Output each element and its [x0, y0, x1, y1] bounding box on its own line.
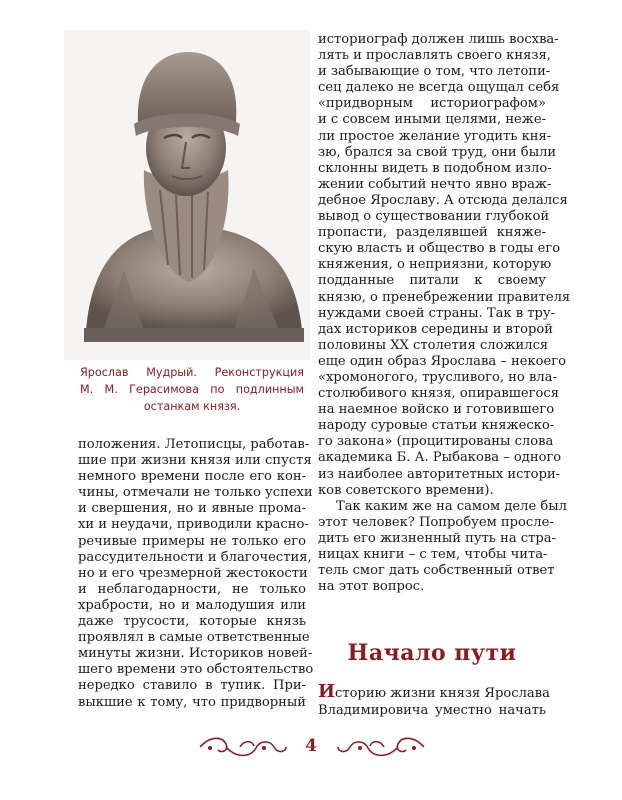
ornament-right-icon	[336, 734, 428, 760]
text-line: зю, брался за свой труд, они были	[318, 144, 557, 160]
bust-sculpture-icon	[64, 30, 310, 360]
text-line: лять и прославлять своего князя,	[318, 48, 551, 64]
text-line: шего времени это обстоятельство	[78, 662, 314, 678]
text-line: рассудительности и благочестия,	[78, 549, 312, 565]
text-line: на этот вопрос.	[318, 579, 425, 595]
text-line: сец далеко не всегда ощущал себя	[318, 80, 560, 96]
text-line: «придворным историографом»	[318, 96, 546, 112]
text-line: даже трусости, которые князь	[78, 614, 306, 630]
text-line: из наиболее авторитетных истори-	[318, 466, 561, 482]
caption-line: М. М. Герасимова по подлинным	[80, 383, 304, 396]
text-line: го закона» (процитированы слова	[318, 434, 554, 450]
text-line: ков советского времени).	[318, 482, 494, 498]
text-line: пропасти, разделявшей княже-	[318, 225, 546, 241]
text-line: хи и неудачи, приводили красно-	[78, 517, 309, 533]
text-line: минуты жизни. Историков новей-	[78, 646, 313, 662]
text-line: дить его жизненный путь на стра-	[318, 530, 556, 546]
text-line: на наемное войско и готовившего	[318, 402, 555, 418]
text-line: этот человек? Попробуем просле-	[318, 514, 554, 530]
text-line: выкшие к тому, что придворный	[78, 694, 306, 710]
ornament-left-icon	[196, 734, 288, 760]
text-line: столюбивого князя, опиравшегося	[318, 386, 560, 402]
text-line: ницах книги – с тем, чтобы чита-	[318, 547, 548, 562]
text-line: нуждами своей страны. Так в тру-	[318, 305, 556, 321]
text-line	[318, 681, 550, 702]
text-line: историограф должен лишь восхва-	[318, 32, 559, 47]
drop-cap: И	[318, 681, 336, 702]
caption-line: Ярослав Мудрый. Реконструкция	[80, 366, 304, 379]
text-line: но и его чрезмерной жестокости	[78, 565, 308, 581]
text-line: чины, отмечали не только успехи	[78, 485, 313, 501]
section-paragraph	[318, 681, 550, 719]
bust-illustration	[64, 30, 310, 360]
text-line: склонны видеть в подобном изло-	[318, 160, 552, 176]
text-line: вывод о существовании глубокой	[318, 209, 550, 225]
text-line: еще один образ Ярослава – некоего	[318, 353, 567, 369]
text-line: ли простое желание угодить кня-	[318, 128, 552, 144]
text-line: нередко ставило в тупик. При-	[78, 678, 306, 694]
text-line: дебное Ярославу. А отсюда делался	[318, 192, 568, 208]
text-line: храбрости, но и малодушия или	[78, 597, 306, 613]
text-line: Владимировича уместно начать	[318, 703, 546, 718]
text-line: князю, о пренебрежении правителя	[318, 289, 571, 305]
text-line: народу суровые статьи княжеско-	[318, 418, 555, 434]
text-line: речивые примеры не только его	[78, 533, 306, 549]
text-line: проявлял в самые ответственные	[78, 630, 310, 646]
text-line: дах историков середины и второй	[318, 321, 554, 337]
text-line: и забывающие о том, что летопи-	[318, 64, 551, 80]
text-line: Так каким же на самом деле был	[336, 498, 568, 514]
text-line: скую власть и общество в годы его	[318, 241, 561, 257]
text-fragment: сторию жизни князя Ярослава	[335, 686, 550, 701]
text-line: половины XX столетия сложился	[318, 337, 549, 353]
section-heading: Начало пути	[347, 640, 517, 666]
text-line: положения. Летописцы, работав-	[78, 437, 310, 452]
text-line: шие при жизни князя или спустя	[78, 453, 312, 469]
text-line: жении событий нечто явно враж-	[318, 176, 552, 192]
right-column-text	[318, 32, 571, 595]
text-line: и свершения, но и явные прома-	[78, 501, 306, 517]
left-column-text	[78, 437, 314, 711]
text-line: немного времени после его кон-	[78, 469, 306, 485]
caption-line: останкам князя.	[143, 400, 241, 413]
text-line: подданные питали к своему	[318, 273, 546, 289]
text-line: и неблагодарности, не только	[78, 581, 306, 597]
text-line: «хромоногого, трусливого, но вла-	[318, 369, 557, 385]
text-line: и с совсем иными целями, нежe-	[318, 112, 547, 128]
figure-caption	[80, 364, 304, 415]
page-number: 4	[305, 736, 317, 756]
text-line: тель смог дать собственный ответ	[318, 563, 555, 579]
text-line: академика Б. А. Рыбакова – одного	[318, 450, 562, 466]
text-line: княжения, о неприязни, которую	[318, 257, 552, 273]
